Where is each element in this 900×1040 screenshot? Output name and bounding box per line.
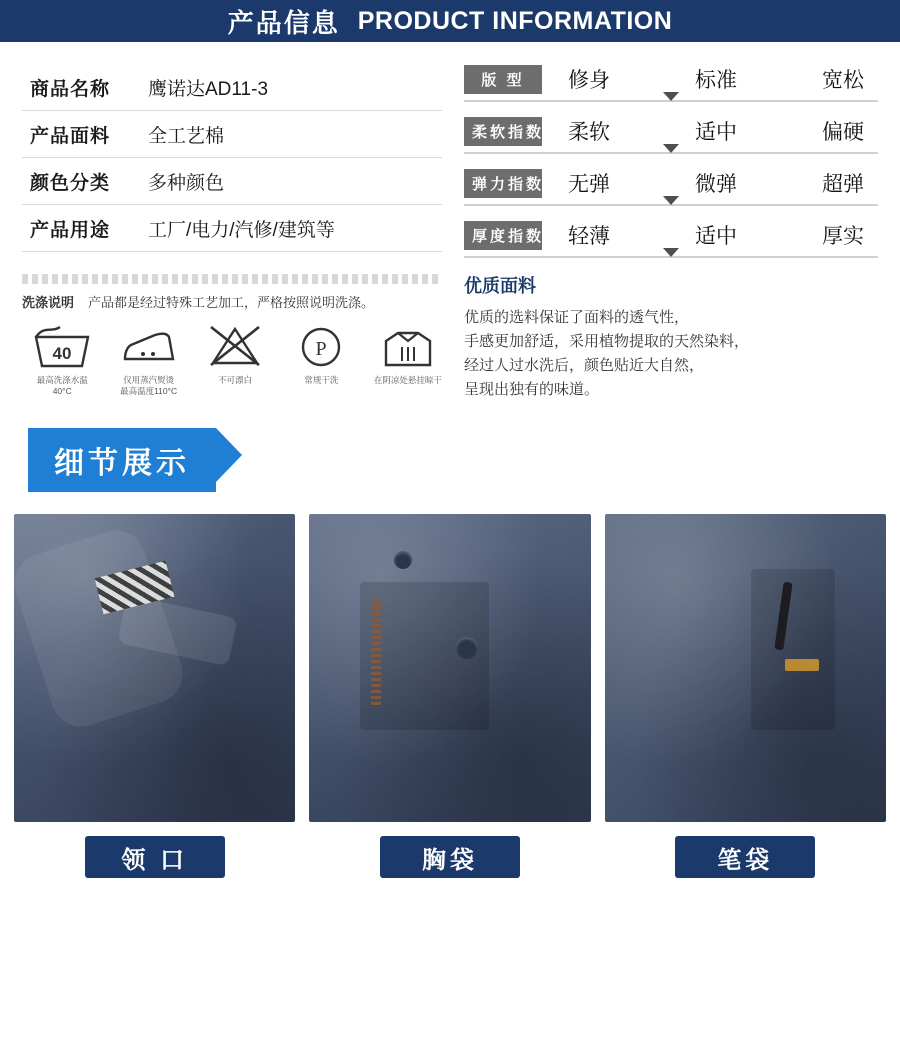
spec-value: 工厂/电力/汽修/建筑等 <box>148 220 335 241</box>
wash-care-item <box>28 321 96 396</box>
wash-care-item <box>374 321 442 396</box>
wash-care-caption: 常规干洗 <box>304 375 339 385</box>
fabric-note <box>464 272 878 402</box>
spec-table <box>22 64 442 402</box>
header-title-cn: 产品信息 <box>227 7 340 38</box>
spec-value: 全工艺棉 <box>148 126 225 147</box>
detail-photo-row <box>0 492 900 878</box>
iron-steam-icon <box>117 321 181 371</box>
wash-care-caption: 在阴凉处悬挂晾干 <box>373 375 442 385</box>
header-title-en: PRODUCT INFORMATION <box>357 6 673 35</box>
spec-label: 商品名称 <box>30 79 111 100</box>
scale-tag: 版 型 <box>464 65 542 94</box>
spec-value: 多种颜色 <box>148 173 225 194</box>
spec-label: 产品面料 <box>30 126 111 147</box>
scale-option: 厚实 <box>822 225 864 248</box>
detail-photo-caption: 胸袋 <box>380 836 520 878</box>
detail-photo-card <box>14 514 295 878</box>
pocket-shape <box>751 569 835 729</box>
scale-options <box>542 220 878 250</box>
scale-tag: 柔软指数 <box>464 117 542 146</box>
scale-option: 修身 <box>568 69 610 92</box>
no-bleach-icon <box>203 321 267 371</box>
page-header <box>0 0 900 42</box>
fabric-note-heading: 优质面料 <box>464 276 536 296</box>
scales-section <box>442 64 878 402</box>
fabric-note-line: 经过人过水洗后，颜色贴近大自然， <box>464 357 705 374</box>
scale-option: 轻薄 <box>568 225 610 248</box>
wash-care-item <box>114 321 182 396</box>
scale-option: 偏硬 <box>822 121 864 144</box>
fabric-note-line: 手感更加舒适，采用植物提取的天然染料， <box>464 333 750 350</box>
scale-option: 无弹 <box>568 173 610 196</box>
scale-marker <box>663 92 679 101</box>
scale-header <box>464 168 878 198</box>
scale-option: 宽松 <box>822 69 864 92</box>
spec-value: 鹰诺达AD11-3 <box>148 79 269 100</box>
spec-row <box>22 111 442 158</box>
scale-group <box>464 116 878 154</box>
collar-detail-photo <box>14 514 295 822</box>
scale-option: 微弹 <box>695 173 737 196</box>
info-section <box>0 42 900 402</box>
wash-care-title-bold: 洗涤说明 <box>22 295 75 310</box>
spec-row <box>22 64 442 111</box>
svg-text:40: 40 <box>52 344 72 363</box>
scale-option: 适中 <box>695 225 737 248</box>
scale-option: 标准 <box>695 69 737 92</box>
scale-marker <box>663 144 679 153</box>
detail-photo-card <box>605 514 886 878</box>
dashed-divider <box>22 274 442 284</box>
scale-header <box>464 220 878 250</box>
detail-photo-card <box>309 514 590 878</box>
photo-shading <box>605 514 886 822</box>
fabric-note-line: 优质的选料保证了面料的透气性， <box>464 309 690 326</box>
stitching <box>371 600 381 705</box>
wash-care-caption: 最高洗涤水温40°C <box>36 375 88 396</box>
scale-track <box>464 256 878 258</box>
scale-options <box>542 64 878 94</box>
detail-banner-arrow <box>216 428 242 482</box>
drip-dry-shade-icon <box>376 321 440 371</box>
scale-option: 超弹 <box>822 173 864 196</box>
scale-track <box>464 100 878 102</box>
detail-section-banner <box>28 428 216 492</box>
scale-tag: 厚度指数 <box>464 221 542 250</box>
fabric-note-line: 呈现出独有的味道。 <box>464 381 600 398</box>
spec-row <box>22 158 442 205</box>
wash-care-item <box>201 321 269 396</box>
scale-tag: 弹力指数 <box>464 169 542 198</box>
wash-care-caption: 不可漂白 <box>218 375 253 385</box>
button <box>394 551 412 569</box>
spec-label: 颜色分类 <box>30 173 111 194</box>
wash-care-section <box>22 274 442 396</box>
scale-marker <box>663 196 679 205</box>
wash-care-title-text: 产品都是经过特殊工艺加工，严格按照说明洗涤。 <box>88 295 375 310</box>
scale-header <box>464 116 878 146</box>
scale-header <box>464 64 878 94</box>
scale-group <box>464 220 878 258</box>
spec-label: 产品用途 <box>30 220 111 241</box>
button <box>456 637 478 659</box>
detail-photo-caption: 笔袋 <box>675 836 815 878</box>
pen-pocket-detail-photo <box>605 514 886 822</box>
scale-options <box>542 168 878 198</box>
scale-options <box>542 116 878 146</box>
scale-option: 适中 <box>695 121 737 144</box>
scale-group <box>464 168 878 206</box>
svg-text:P: P <box>315 338 327 360</box>
wash-tub-40-icon <box>30 321 94 371</box>
detail-photo-caption: 领 口 <box>85 836 225 878</box>
brand-tag <box>785 659 819 671</box>
wash-care-icon-row <box>22 321 442 396</box>
scale-track <box>464 204 878 206</box>
scale-track <box>464 152 878 154</box>
scale-marker <box>663 248 679 257</box>
wash-care-title <box>22 292 442 311</box>
wash-care-item <box>287 321 355 396</box>
wash-care-caption: 仅用蒸汽熨烫 最高温度110°C <box>120 375 178 396</box>
dry-clean-p-icon <box>289 321 353 371</box>
detail-banner-label: 细节展示 <box>28 428 216 492</box>
scale-option: 柔软 <box>568 121 610 144</box>
chest-pocket-detail-photo <box>309 514 590 822</box>
scale-group <box>464 64 878 102</box>
spec-row <box>22 205 442 252</box>
